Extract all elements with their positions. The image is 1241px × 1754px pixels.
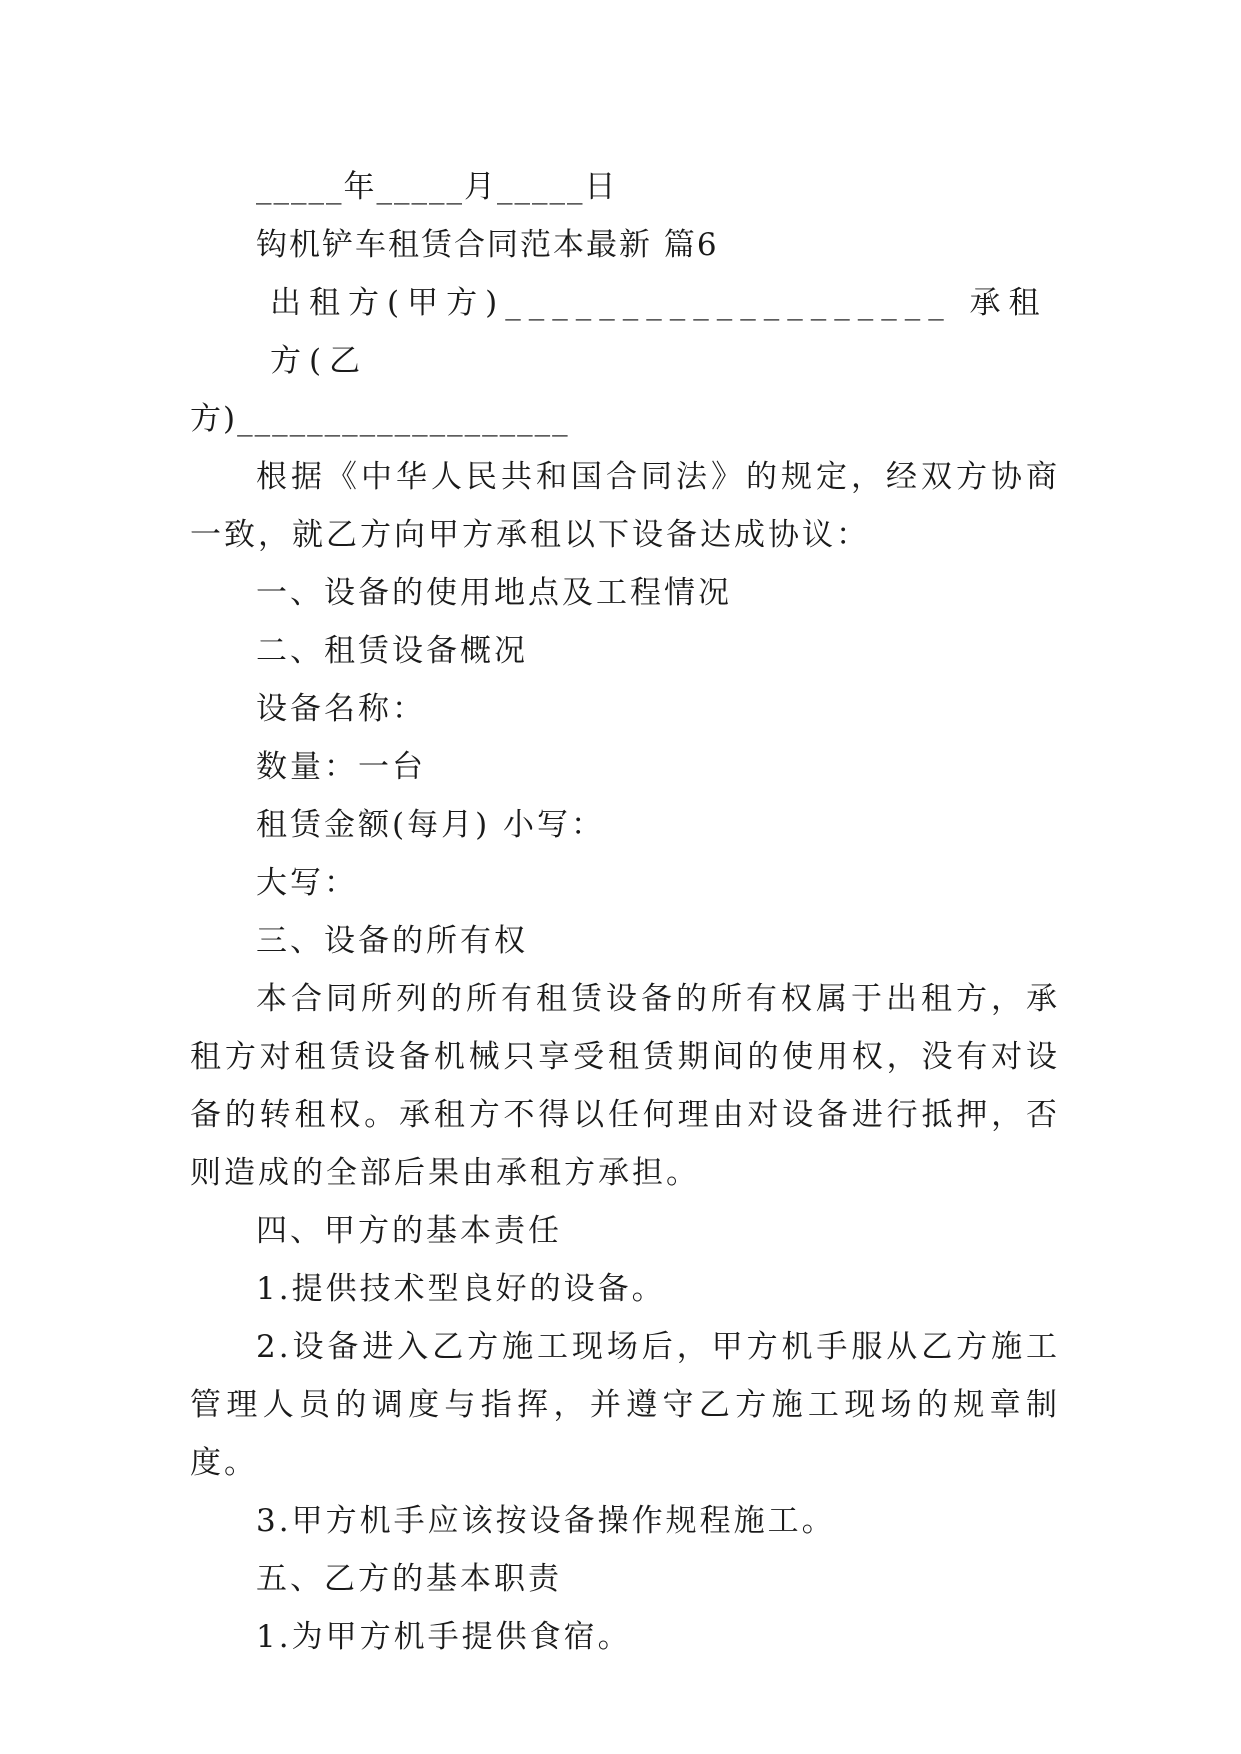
parties-line: 出租方(甲方)___________________ 承租方(乙 (270, 285, 1048, 379)
field-equipment-name: 设备名称： (256, 691, 426, 727)
field-rent-amount: 租赁金额(每月) 小写： (256, 807, 606, 843)
heading-section-5: 五、乙方的基本职责 (256, 1561, 562, 1597)
paragraph-intro: 根据《中华人民共和国合同法》的规定，经双方协商一致，就乙方向甲方承租以下设备达成协议： (190, 459, 1060, 553)
paragraph-ownership: 本合同所列的所有租赁设备的所有权属于出租方，承租方对租赁设备机械只享受租赁期间的使用权，没有对设备的转租权。承租方不得以任何理由对设备进行抵押，否则造成的全部后果由承租方承担。 (190, 981, 1060, 1191)
list-item: 2.设备进入乙方施工现场后，甲方机手服从乙方施工管理人员的调度与指挥，并遵守乙方施工现场的规章制度。 (190, 1329, 1060, 1481)
heading-section-1: 一、设备的使用地点及工程情况 (256, 575, 732, 611)
list-item: 1.提供技术型良好的设备。 (256, 1271, 666, 1307)
heading-section-2: 二、租赁设备概况 (256, 633, 528, 669)
section-title: 钩机铲车租赁合同范本最新 篇6 (256, 227, 719, 263)
document-body (190, 158, 1060, 1666)
field-quantity: 数量：一台 (256, 749, 426, 785)
field-rent-amount-words: 大写： (256, 865, 358, 901)
heading-section-3: 三、设备的所有权 (256, 923, 528, 959)
date-line: _____年_____月_____日 (256, 169, 618, 205)
list-item: 1.为甲方机手提供食宿。 (256, 1619, 632, 1655)
heading-section-4: 四、甲方的基本责任 (256, 1213, 562, 1249)
parties-line-continued: 方)___________________ (190, 401, 570, 437)
list-item: 3.甲方机手应该按设备操作规程施工。 (256, 1503, 836, 1539)
